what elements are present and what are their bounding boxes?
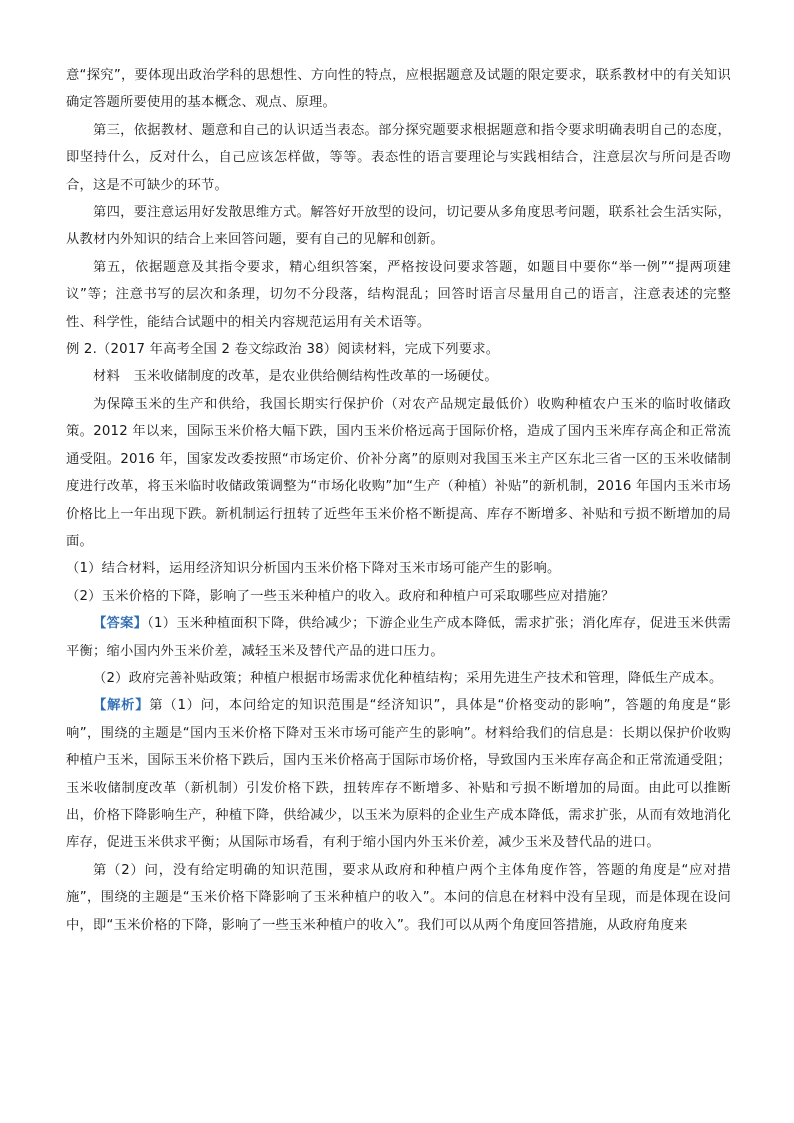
example-heading: 例 2.（2017 年高考全国 2 卷文综政治 38）阅读材料，完成下列要求。 <box>66 342 500 358</box>
paragraph-fourth-point: 第四，要注意运用好发散思维方式。解答好开放型的设问，切记要从多角度思考问题，联系社会生活实际，从教材内外知识的结合上来回答问题，要有自己的见解和创新。 <box>66 205 731 248</box>
answer-1-text: （1）玉米种植面积下降，供给减少；下游企业生产成本降低，需求扩张；消化库存，促进玉米供需平衡；缩小国内外玉米价差，减轻玉米及替代产品的进口压力。 <box>66 616 732 659</box>
analysis-tag: 【解析】 <box>93 698 150 714</box>
question-2: （2）玉米价格的下降，影响了一些玉米种植户的收入。政府和种植户可采取哪些应对措施？ <box>66 588 615 604</box>
answer-paragraph-1 <box>66 610 731 665</box>
answer-tag: 【答案】 <box>93 616 148 632</box>
analysis-1-text: 第（1）问，本问给定的知识范围是“经济知识”，具体是“价格变动的影响”，答题的角度是“影响”，围绕的主题是“国内玉米价格下降对玉米市场可能产生的影响”。材料给我们的信息是：长期以保护价收购种植户玉米，国际玉米价格下跌后，国内玉米价格高于国际市场价格，导致国内玉米库存高企和正常流通受阻；玉米收储制度改革（新机制）引发价格下跌，扭转库存不断增多、补贴和亏损不断增加的局面。由此可以推断出，价格下降影响生产，种植下降，供给减少，以玉米为原料的企业生产成本降低，需求扩张，从而有效地消化库存，促进玉米供求平衡；从国际市场看，有利于缩小国内外玉米价差，减少玉米及替代品的进口。 <box>66 698 731 851</box>
material-body: 为保障玉米的生产和供给，我国长期实行保护价（对农产品规定最低价）收购种植农户玉米的临时收储政策。2012 年以来，国际玉米价格大幅下跌，国内玉米价格远高于国际价格，造成了国内玉米库存高企和正常流通受阻。2016 年，国家发改委按照“市场定价、价补分离”的原则对我国玉米主产区东北三省一区的玉米收储制度进行改革，将玉米临时收储政策调整为“市场化收购”加“生产（种植）补贴”的新机制，2016 年国内玉米市场价格比上一年出现下跌。新机制运行扭转了近些年玉米价格不断提高、库存不断增多、补贴和亏损不断增加的局面。 <box>66 396 731 549</box>
question-1: （1）结合材料，运用经济知识分析国内玉米价格下降对玉米市场可能产生的影响。 <box>66 561 561 577</box>
analysis-paragraph-2: 第（2）问，没有给定明确的知识范围，要求从政府和种植户两个主体角度作答，答题的角度是“应对措施”，围绕的主题是“玉米价格下降影响了玉米种植户的收入”。本问的信息在材料中没有呈现，而是体现在设问中，即“玉米价格的下降，影响了一些玉米种植户的收入”。我们可以从两个角度回答措施，从政府角度来 <box>66 862 731 933</box>
analysis-paragraph-1 <box>66 692 731 856</box>
document-body <box>66 62 731 939</box>
material-title: 材料 玉米收储制度的改革，是农业供给侧结构性改革的一场硬仗。 <box>93 369 498 385</box>
paragraph-third-point: 第三，依据教材、题意和自己的认识适当表态。部分探究题要求根据题意和指令要求明确表明自己的态度，即坚持什么，反对什么，自己应该怎样做，等等。表态性的语言要理论与实践相结合，注意层次与所问是否吻合，这是不可缺少的环节。 <box>66 122 731 193</box>
paragraph-fifth-point: 第五，依据题意及其指令要求，精心组织答案，严格按设问要求答题，如题目中要你“举一例”“提两项建议”等；注意书写的层次和条理，切勿不分段落，结构混乱；回答时语言尽量用自己的语言，注意表述的完整性、科学性，能结合试题中的相关内容规范运用有关术语等。 <box>66 259 731 330</box>
paragraph-intro-continuation: 意“探究”，要体现出政治学科的思想性、方向性的特点，应根据题意及试题的限定要求，联系教材中的有关知识确定答题所要使用的基本概念、观点、原理。 <box>66 68 731 111</box>
answer-paragraph-2: （2）政府完善补贴政策；种植户根据市场需求优化种植结构；采用先进生产技术和管理，降低生产成本。 <box>93 670 723 686</box>
